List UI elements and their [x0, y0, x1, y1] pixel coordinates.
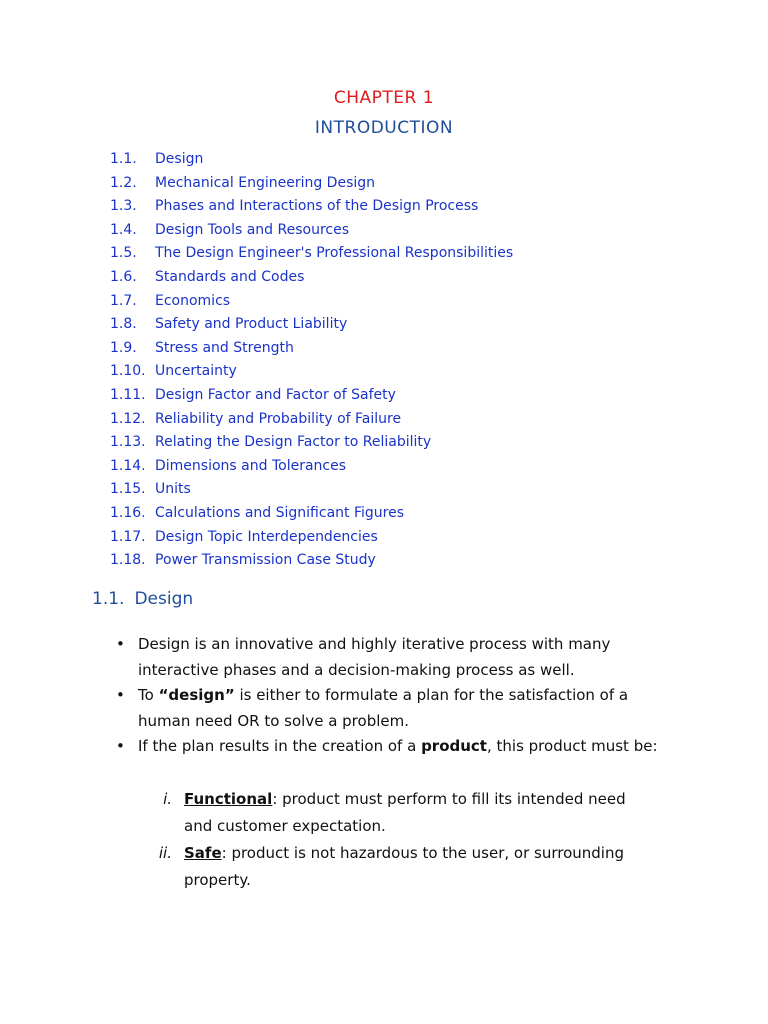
toc-item-number: 1.2.	[110, 174, 137, 191]
toc-item	[110, 549, 513, 573]
toc-item-label: Safety and Product Liability	[155, 316, 348, 333]
toc-item	[110, 219, 513, 243]
toc-item-number: 1.7.	[110, 292, 137, 309]
toc-item-number: 1.4.	[110, 221, 137, 238]
bullet-marker: •	[116, 737, 125, 755]
toc-item-label: Relating the Design Factor to Reliability	[155, 434, 432, 451]
toc-item-label: Design Tools and Resources	[155, 221, 350, 238]
bullet-item	[0, 683, 678, 734]
toc-item	[110, 242, 513, 266]
toc-item	[110, 408, 513, 432]
requirement-term: Safe	[184, 844, 222, 862]
requirement-item	[0, 840, 654, 893]
toc-item-number: 1.6.	[110, 268, 137, 285]
toc-item-label: Reliability and Probability of Failure	[155, 410, 402, 427]
toc-item-label: Dimensions and Tolerances	[155, 457, 347, 474]
bullet-text: To	[138, 686, 159, 704]
toc-item-number: 1.9.	[110, 339, 137, 356]
toc-item-label: Design Factor and Factor of Safety	[155, 386, 396, 403]
bullet-text-continued: , this product must be:	[486, 737, 658, 755]
bullet-marker: •	[116, 686, 125, 704]
toc-item-number: 1.12.	[110, 410, 146, 427]
toc-item	[110, 266, 513, 290]
toc-item-label: Power Transmission Case Study	[155, 552, 376, 569]
toc-item-number: 1.14.	[110, 457, 146, 474]
chapter-title: CHAPTER 1	[333, 88, 435, 108]
toc-item-number: 1.8.	[110, 316, 137, 333]
bullet-text-continued: is either to formulate a plan for the satisfaction of a human need OR to solve a problem.	[138, 686, 629, 730]
toc-item	[110, 313, 513, 337]
toc-item-number: 1.10.	[110, 363, 146, 380]
toc-item	[110, 478, 513, 502]
toc-item-label: Standards and Codes	[155, 268, 305, 285]
toc-item-label: The Design Engineer's Professional Responsibilities	[155, 245, 514, 262]
toc-item-number: 1.16.	[110, 504, 146, 521]
requirements-list	[0, 786, 768, 894]
toc-item	[110, 502, 513, 526]
toc-item	[110, 455, 513, 479]
toc-item	[110, 526, 513, 550]
requirement-item	[0, 786, 654, 839]
table-of-contents	[110, 148, 513, 573]
bullet-marker: •	[116, 635, 125, 653]
toc-item	[110, 360, 513, 384]
requirement-number: i.	[163, 790, 172, 808]
toc-item	[110, 290, 513, 314]
toc-item-label: Economics	[155, 292, 231, 309]
bullet-list	[0, 632, 768, 760]
requirement-number: ii.	[158, 844, 172, 862]
toc-item-label: Calculations and Significant Figures	[155, 504, 405, 521]
toc-item-number: 1.18.	[110, 552, 146, 569]
toc-item-label: Phases and Interactions of the Design Process	[155, 198, 479, 215]
toc-item	[110, 148, 513, 172]
bullet-keyword: “design”	[158, 686, 235, 704]
bullet-item	[0, 734, 678, 760]
requirement-term: Functional	[184, 790, 273, 808]
toc-item-label: Stress and Strength	[155, 339, 294, 356]
bullet-text: Design is an innovative and highly iterative process with many interactive phases and a decision-making process as well.	[138, 635, 611, 679]
section-number: 1.1.	[92, 589, 125, 609]
toc-item-number: 1.5.	[110, 245, 137, 262]
toc-item	[110, 384, 513, 408]
toc-item-number: 1.13.	[110, 434, 146, 451]
section-title: Design	[134, 589, 194, 609]
toc-item-label: Units	[155, 481, 191, 498]
toc-item-number: 1.15.	[110, 481, 146, 498]
bullet-keyword: product	[421, 737, 487, 755]
bullet-item	[0, 632, 678, 683]
toc-item-number: 1.11.	[110, 386, 146, 403]
toc-item-label: Mechanical Engineering Design	[155, 174, 376, 191]
section-heading	[92, 589, 193, 609]
requirement-text: : product is not hazardous to the user, or surrounding property.	[184, 844, 624, 889]
toc-item	[110, 195, 513, 219]
toc-item	[110, 431, 513, 455]
toc-item-number: 1.1.	[110, 151, 137, 167]
chapter-subtitle: INTRODUCTION	[314, 118, 454, 138]
toc-item	[110, 172, 513, 196]
toc-item-number: 1.3.	[110, 198, 137, 215]
bullet-text: If the plan results in the creation of a	[138, 737, 422, 755]
requirement-text: : product must perform to fill its intended need and customer expectation.	[184, 790, 626, 835]
toc-item-number: 1.17.	[110, 528, 146, 545]
toc-item	[110, 337, 513, 361]
toc-item-label: Design	[155, 151, 204, 167]
toc-item-label: Design Topic Interdependencies	[155, 528, 378, 545]
toc-item-label: Uncertainty	[155, 363, 237, 380]
